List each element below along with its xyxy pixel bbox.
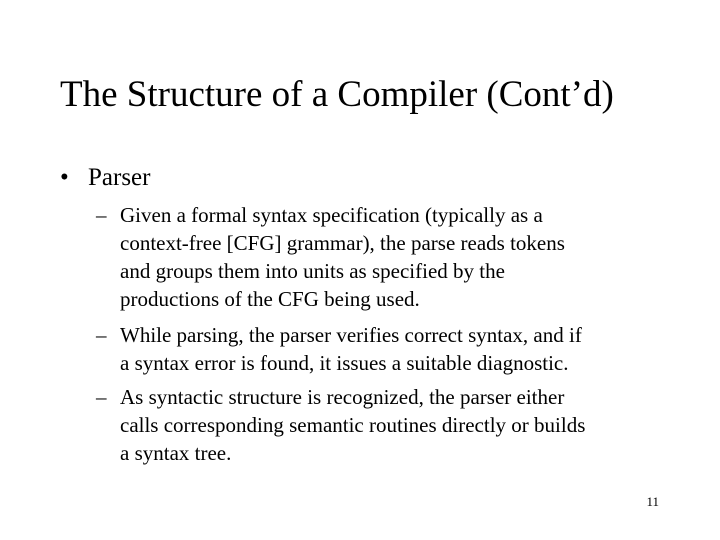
subpoint-line: Given a formal syntax specification (typically as a [120,203,543,227]
subpoint-line: a syntax tree. [120,441,232,465]
dash-marker: – [96,323,107,347]
dash-marker: – [96,385,107,409]
subpoint-line: As syntactic structure is recognized, the parser either [120,385,565,409]
bullet-text: Parser [88,164,151,191]
subpoint-grammar [96,201,656,313]
subpoint-line: productions of the CFG being used. [120,287,420,311]
bullet-marker: • [60,164,69,191]
subpoint-line: a syntax error is found, it issues a suitable diagnostic. [120,351,569,375]
slide-title: The Structure of a Compiler (Cont’d) [60,74,614,115]
subpoint-line: calls corresponding semantic routines directly or builds [120,413,586,437]
subpoint-line: and groups them into units as specified by the [120,259,505,283]
page-number: 11 [646,494,659,509]
subpoint-semantic-routines [96,383,656,467]
subpoint-syntax-check [96,321,656,377]
bullet-parser [60,162,150,194]
dash-marker: – [96,203,107,227]
subpoint-line: context-free [CFG] grammar), the parse reads tokens [120,231,565,255]
subpoint-line: While parsing, the parser verifies correct syntax, and if [120,323,582,347]
